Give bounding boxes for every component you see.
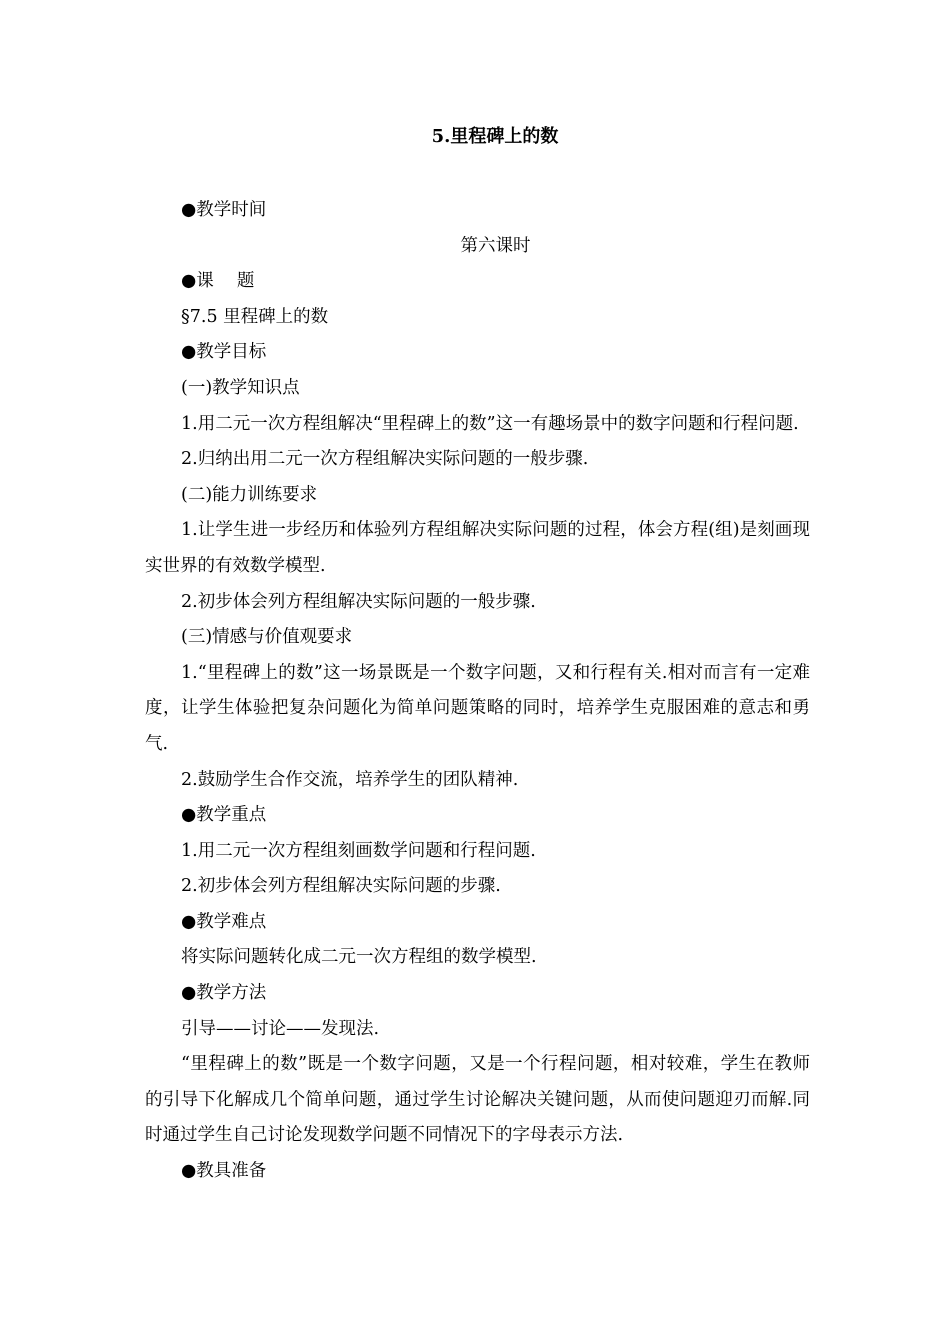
heading-topic: ●课 题 (181, 271, 255, 292)
key-point-1: 1.用二元一次方程组刻画数学问题和行程问题. (181, 840, 536, 861)
subheading-ability: (二)能力训练要求 (181, 484, 318, 505)
heading-key-points: ●教学重点 (181, 805, 267, 826)
subheading-values: (三)情感与价值观要求 (181, 627, 353, 648)
subheading-knowledge: (一)教学知识点 (181, 377, 300, 398)
method-name: 引导——讨论——发现法. (181, 1018, 380, 1039)
heading-teaching-time: ●教学时间 (181, 200, 267, 220)
heading-difficulty: ●教学难点 (181, 911, 267, 932)
values-item-1: 1.“里程碑上的数”这一场景既是一个数字问题，又和行程有关.相对而言有一定难度，让学生体验把复杂问题化为简单问题策略的同时，培养学生克服困难的意志和勇气. (145, 662, 810, 754)
knowledge-item-1: 1.用二元一次方程组解决“里程碑上的数”这一有趣场景中的数字问题和行程问题. (181, 413, 799, 434)
heading-materials: ●教具准备 (181, 1161, 267, 1182)
knowledge-item-2: 2.归纳出用二元一次方程组解决实际问题的一般步骤. (181, 449, 589, 470)
document-body (145, 193, 810, 1190)
ability-item-2: 2.初步体会列方程组解决实际问题的一般步骤. (181, 591, 536, 612)
heading-method: ●教学方法 (181, 983, 267, 1004)
method-description: “里程碑上的数”既是一个数字问题，又是一个行程问题，相对较难，学生在教师的引导下化解成几个简单问题，通过学生讨论解决关键问题，从而使问题迎刃而解.同时通过学生自己讨论发现数学问题不同情况下的字母表示方法. (145, 1054, 810, 1146)
ability-item-1: 1.让学生进一步经历和体验列方程组解决实际问题的过程，体会方程(组)是刻画现实世界的有效数学模型. (145, 520, 810, 576)
key-point-2: 2.初步体会列方程组解决实际问题的步骤. (181, 876, 501, 897)
document-title: 5.里程碑上的数 (431, 126, 559, 147)
topic-text: §7.5 里程碑上的数 (181, 306, 329, 327)
heading-objectives: ●教学目标 (181, 342, 267, 363)
values-item-2: 2.鼓励学生合作交流，培养学生的团队精神. (181, 769, 519, 790)
lesson-number: 第六课时 (460, 235, 531, 256)
difficulty-text: 将实际问题转化成二元一次方程组的数学模型. (181, 947, 537, 968)
